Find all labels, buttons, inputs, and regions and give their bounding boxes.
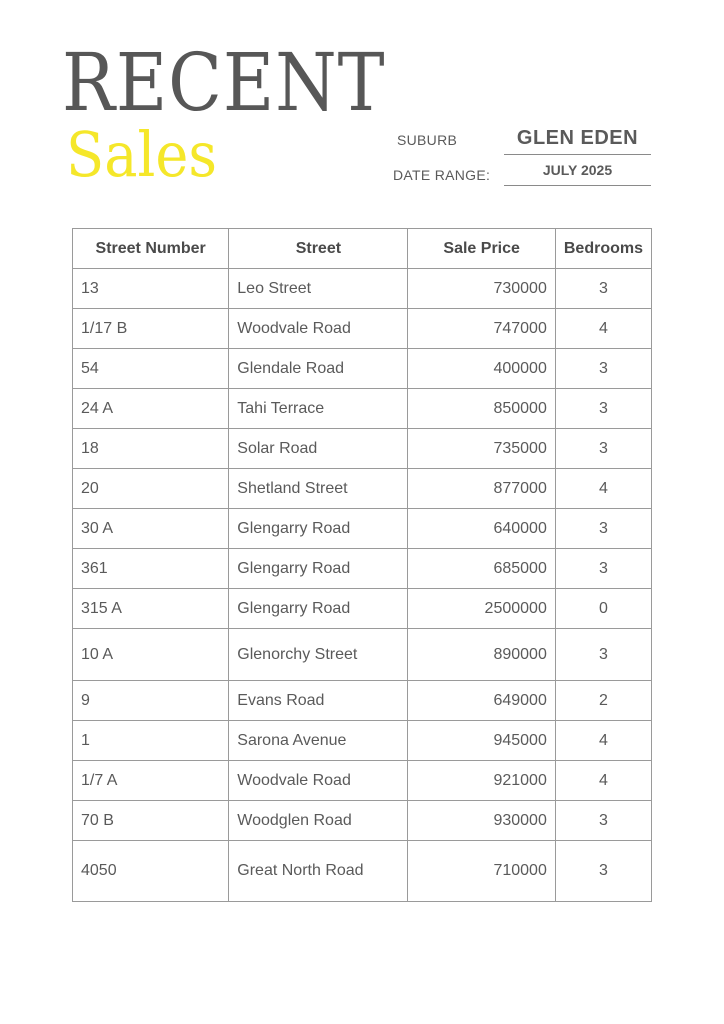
table-row <box>73 629 652 681</box>
cell-bedrooms: 4 <box>555 309 651 349</box>
cell-street: Sarona Avenue <box>229 721 408 761</box>
date-range-label: DATE RANGE: <box>393 167 491 183</box>
cell-bedrooms: 4 <box>555 469 651 509</box>
table-row <box>73 309 652 349</box>
cell-bedrooms: 3 <box>555 629 651 681</box>
cell-street: Glengarry Road <box>229 549 408 589</box>
cell-street-number: 24 A <box>73 389 229 429</box>
table-row <box>73 801 652 841</box>
header-bedrooms: Bedrooms <box>555 229 651 269</box>
cell-street-number: 10 A <box>73 629 229 681</box>
cell-street: Evans Road <box>229 681 408 721</box>
cell-bedrooms: 3 <box>555 509 651 549</box>
cell-bedrooms: 3 <box>555 801 651 841</box>
title-recent: RECENT <box>62 36 386 129</box>
table-row <box>73 549 652 589</box>
table-row <box>73 761 652 801</box>
cell-sale-price: 735000 <box>408 429 555 469</box>
cell-bedrooms: 4 <box>555 721 651 761</box>
cell-street: Woodvale Road <box>229 309 408 349</box>
table-row <box>73 429 652 469</box>
cell-sale-price: 685000 <box>408 549 555 589</box>
cell-street-number: 1 <box>73 721 229 761</box>
title-sales: Sales <box>66 118 218 191</box>
cell-street: Woodvale Road <box>229 761 408 801</box>
table-row <box>73 389 652 429</box>
cell-street-number: 361 <box>73 549 229 589</box>
cell-sale-price: 400000 <box>408 349 555 389</box>
table-row <box>73 509 652 549</box>
cell-street-number: 70 B <box>73 801 229 841</box>
cell-bedrooms: 0 <box>555 589 651 629</box>
header-street-number: Street Number <box>73 229 229 269</box>
cell-street: Great North Road <box>229 841 408 902</box>
suburb-value: GLEN EDEN <box>504 124 651 155</box>
cell-sale-price: 945000 <box>408 721 555 761</box>
cell-street: Tahi Terrace <box>229 389 408 429</box>
cell-sale-price: 2500000 <box>408 589 555 629</box>
cell-sale-price: 730000 <box>408 269 555 309</box>
cell-street-number: 18 <box>73 429 229 469</box>
cell-street: Glendale Road <box>229 349 408 389</box>
cell-bedrooms: 3 <box>555 549 651 589</box>
cell-street: Glengarry Road <box>229 509 408 549</box>
cell-street-number: 4050 <box>73 841 229 902</box>
table-row <box>73 589 652 629</box>
cell-street: Woodglen Road <box>229 801 408 841</box>
cell-street: Shetland Street <box>229 469 408 509</box>
date-range-value: JULY 2025 <box>504 160 651 186</box>
cell-bedrooms: 3 <box>555 841 651 902</box>
cell-sale-price: 710000 <box>408 841 555 902</box>
table-row <box>73 469 652 509</box>
cell-bedrooms: 4 <box>555 761 651 801</box>
cell-street-number: 30 A <box>73 509 229 549</box>
cell-sale-price: 649000 <box>408 681 555 721</box>
cell-street: Solar Road <box>229 429 408 469</box>
sales-table <box>72 228 652 902</box>
cell-bedrooms: 3 <box>555 429 651 469</box>
cell-street-number: 20 <box>73 469 229 509</box>
cell-street-number: 1/7 A <box>73 761 229 801</box>
header-sale-price: Sale Price <box>408 229 555 269</box>
cell-bedrooms: 3 <box>555 269 651 309</box>
cell-street: Glengarry Road <box>229 589 408 629</box>
cell-sale-price: 640000 <box>408 509 555 549</box>
table-row <box>73 841 652 902</box>
table-header-row <box>73 229 652 269</box>
cell-street: Leo Street <box>229 269 408 309</box>
cell-bedrooms: 3 <box>555 349 651 389</box>
cell-sale-price: 747000 <box>408 309 555 349</box>
cell-street-number: 13 <box>73 269 229 309</box>
cell-street-number: 315 A <box>73 589 229 629</box>
table-row <box>73 721 652 761</box>
cell-street: Glenorchy Street <box>229 629 408 681</box>
suburb-label: SUBURB <box>397 132 458 148</box>
cell-sale-price: 850000 <box>408 389 555 429</box>
cell-street-number: 1/17 B <box>73 309 229 349</box>
cell-street-number: 9 <box>73 681 229 721</box>
cell-street-number: 54 <box>73 349 229 389</box>
table-row <box>73 681 652 721</box>
table-row <box>73 269 652 309</box>
cell-bedrooms: 3 <box>555 389 651 429</box>
cell-sale-price: 930000 <box>408 801 555 841</box>
header-street: Street <box>229 229 408 269</box>
cell-bedrooms: 2 <box>555 681 651 721</box>
table-row <box>73 349 652 389</box>
cell-sale-price: 890000 <box>408 629 555 681</box>
cell-sale-price: 921000 <box>408 761 555 801</box>
cell-sale-price: 877000 <box>408 469 555 509</box>
